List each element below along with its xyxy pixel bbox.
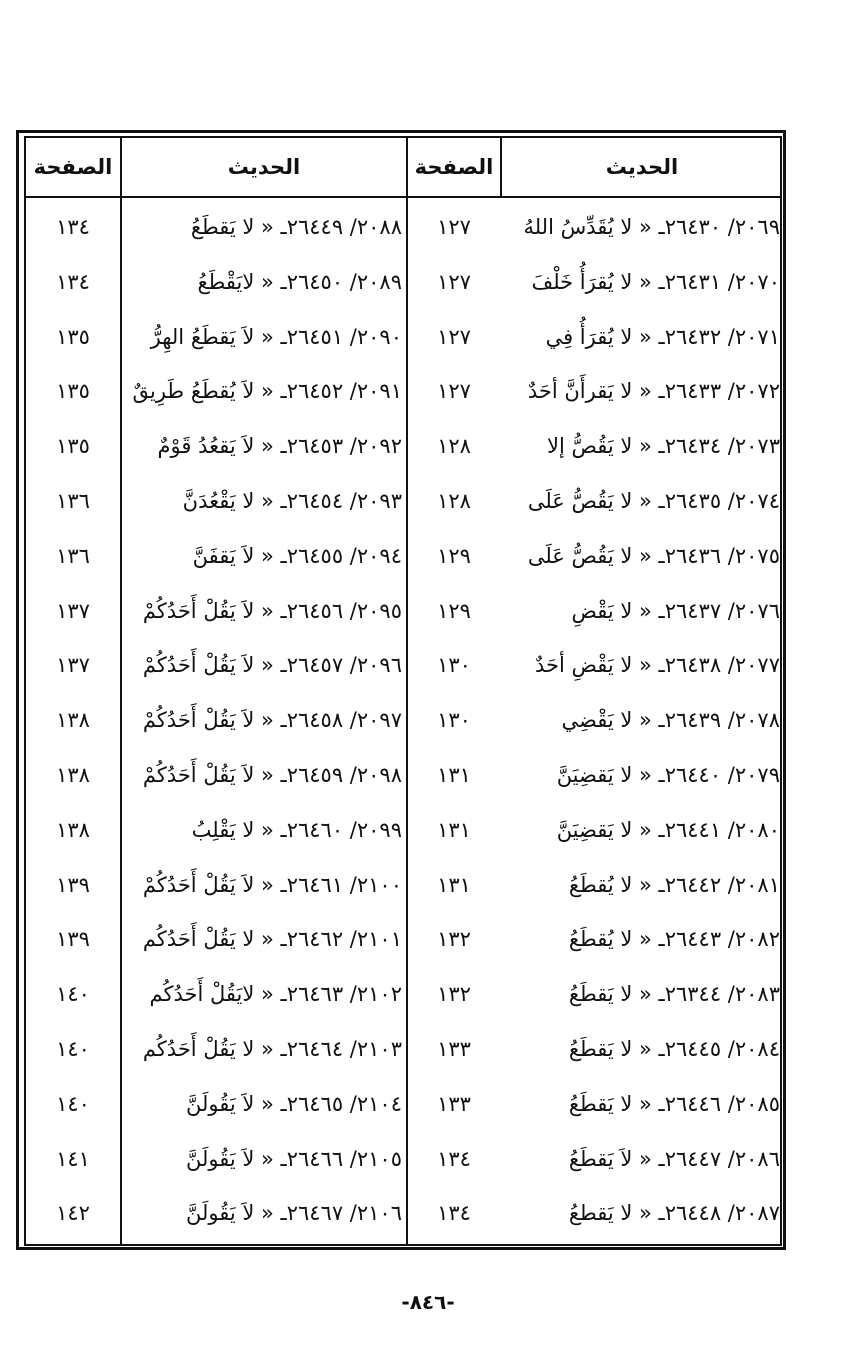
page-ref: ١٣٧: [56, 653, 90, 677]
page-ref: ١٣٨: [56, 708, 90, 732]
page-ref: ١٣١: [437, 763, 471, 787]
hadith-entry: ٢٠٨٤/ ٢٦٤٤٥ـ « لا يَقطَعُ: [568, 1037, 780, 1061]
hadith-entry: ٢٠٧٩/ ٢٦٤٤٠ـ « لا يَقضِيَنَّ: [556, 763, 780, 787]
page-ref: ١٣٤: [437, 1147, 471, 1171]
page-ref: ١٣١: [437, 818, 471, 842]
page-ref: ١٤٠: [56, 982, 90, 1006]
page-ref: ١٣٥: [56, 434, 90, 458]
page-ref: ١٢٩: [437, 599, 471, 623]
hadith-entry: ٢٠٩٣/ ٢٦٤٥٤ـ « لا يَقْعُدَنَّ: [182, 489, 402, 513]
page-ref: ١٣٥: [56, 379, 90, 403]
page-number: -٨٤٦-: [401, 1290, 455, 1314]
hadith-entry: ٢٠٧٨/ ٢٦٤٣٩ـ « لا يَقْضِي: [561, 708, 780, 732]
hadith-entry: ٢٠٩٤/ ٢٦٤٥٥ـ « لاَ يَقفَنَّ: [192, 544, 402, 568]
page-ref: ١٣٧: [56, 599, 90, 623]
hadith-entry: ٢٠٨٥/ ٢٦٤٤٦ـ « لا يَقطَعُ: [568, 1092, 780, 1116]
page-ref: ١٢٧: [437, 379, 471, 403]
header-hadith-left: الحديث: [227, 155, 301, 179]
page-ref: ١٤٠: [56, 1092, 90, 1116]
page-ref: ١٣٦: [56, 544, 90, 568]
hadith-entry: ٢٠٩٨/ ٢٦٤٥٩ـ « لاَ يَقُلْ أَحَدُكُمْ: [142, 763, 402, 787]
hadith-entry: ٢٠٦٩/ ٢٦٤٣٠ـ « لا يُقَدِّسُ اللهُ: [523, 215, 780, 239]
page-ref: ١٣٤: [56, 215, 90, 239]
hadith-entry: ٢٠٨٢/ ٢٦٤٤٣ـ « لا يُقطَعُ: [568, 927, 780, 951]
page-ref: ١٣٤: [56, 270, 90, 294]
page-ref: ١٣٩: [56, 927, 90, 951]
page-ref: ١٢٧: [437, 270, 471, 294]
hadith-entry: ٢٠٩٩/ ٢٦٤٦٠ـ « لا يَقْلِبُ: [191, 818, 402, 842]
page-ref: ١٢٨: [437, 434, 471, 458]
hadith-entry: ٢٠٨٦/ ٢٦٤٤٧ـ « لاَ يَقطَعُ: [568, 1147, 780, 1171]
page-ref: ١٢٩: [437, 544, 471, 568]
hadith-entry: ٢١٠١/ ٢٦٤٦٢ـ « لا يَقُلْ أَحَدُكُم: [142, 927, 402, 951]
hadith-entry: ٢٠٧١/ ٢٦٤٣٢ـ « لا يُقرَأُ فِي: [545, 325, 780, 349]
hadith-entry: ٢٠٧٧/ ٢٦٤٣٨ـ « لا يَقْضِ أحَدٌ: [534, 653, 780, 677]
page-ref: ١٢٨: [437, 489, 471, 513]
hadith-entry: ٢٠٩٧/ ٢٦٤٥٨ـ « لاَ يَقُلْ أَحَدُكُمْ: [142, 708, 402, 732]
page-ref: ١٣٥: [56, 325, 90, 349]
hadith-entry: ٢١٠٣/ ٢٦٤٦٤ـ « لا يَقُلْ أَحَدُكُم: [142, 1037, 402, 1061]
page-ref: ١٣٤: [437, 1201, 471, 1225]
header-page-right: الصفحة: [414, 155, 494, 179]
hadith-entry: ٢١٠٥/ ٢٦٤٦٦ـ « لاَ يَقُولَنَّ: [185, 1147, 402, 1171]
page-ref: ١٤٢: [56, 1201, 90, 1225]
hadith-entry: ٢٠٧٢/ ٢٦٤٣٣ـ « لا يَقرأَنَّ أحَدٌ: [527, 379, 780, 403]
page-ref: ١٢٧: [437, 215, 471, 239]
hadith-entry: ٢٠٩١/ ٢٦٤٥٢ـ « لاَ يُقطَعُ طَرِيقٌ: [132, 379, 402, 403]
page-ref: ١٢٧: [437, 325, 471, 349]
header-hadith-right: الحديث: [605, 155, 679, 179]
page-ref: ١٣٩: [56, 873, 90, 897]
hadith-entry: ٢٠٨١/ ٢٦٤٤٢ـ « لا يُقطَعُ: [568, 873, 780, 897]
hadith-entry: ٢٠٧٠/ ٢٦٤٣١ـ « لا يُقرَأُ خَلْفَ: [531, 270, 780, 294]
page-ref: ١٤١: [56, 1147, 90, 1171]
hadith-entry: ٢٠٨٣/ ٢٦٣٤٤ـ « لا يَقطَعُ: [568, 982, 780, 1006]
hadith-entry: ٢٠٩٠/ ٢٦٤٥١ـ « لاَ يَقطَعُ الهِرُّ: [150, 325, 402, 349]
hadith-entry: ٢٠٨٩/ ٢٦٤٥٠ـ « لايَقْطَعُ: [197, 270, 402, 294]
hadith-entry: ٢١٠٠/ ٢٦٤٦١ـ « لاَ يَقُلْ أَحَدُكُمْ: [142, 873, 402, 897]
page-ref: ١٣٠: [437, 708, 471, 732]
header-divider: [24, 196, 782, 198]
hadith-entry: ٢٠٧٥/ ٢٦٤٣٦ـ « لا يَقُصُّ عَلَى: [527, 544, 780, 568]
hadith-entry: ٢٠٧٣/ ٢٦٤٣٤ـ « لا يَقُصُّ إلا: [547, 434, 780, 458]
hadith-entry: ٢١٠٢/ ٢٦٤٦٣ـ « لايَقُلْ أَحَدُكُم: [149, 982, 402, 1006]
page-ref: ١٣٠: [437, 653, 471, 677]
page-ref: ١٣٣: [437, 1092, 471, 1116]
page-ref: ١٣٣: [437, 1037, 471, 1061]
hadith-entry: ٢٠٩٥/ ٢٦٤٥٦ـ « لاَ يَقُلْ أَحَدُكُمْ: [142, 599, 402, 623]
page-ref: ١٣٢: [437, 927, 471, 951]
hadith-entry: ٢٠٩٢/ ٢٦٤٥٣ـ « لاَ يَقعُدُ قَوْمٌ: [157, 434, 402, 458]
page-ref: ١٣٢: [437, 982, 471, 1006]
page-ref: ١٣٨: [56, 763, 90, 787]
page-ref: ١٣١: [437, 873, 471, 897]
page-ref: ١٤٠: [56, 1037, 90, 1061]
page-ref: ١٣٨: [56, 818, 90, 842]
hadith-entry: ٢٠٨٠/ ٢٦٤٤١ـ « لا يَقضِيَنَّ: [556, 818, 780, 842]
hadith-entry: ٢١٠٤/ ٢٦٤٦٥ـ « لاَ يَقُولَنَّ: [185, 1092, 402, 1116]
hadith-entry: ٢٠٨٧/ ٢٦٤٤٨ـ « لا يَقطعُ: [568, 1201, 780, 1225]
hadith-entry: ٢٠٧٦/ ٢٦٤٣٧ـ « لا يَقْضِ: [571, 599, 780, 623]
hadith-entry: ٢٠٨٨/ ٢٦٤٤٩ـ « لا يَقطَعُ: [190, 215, 402, 239]
header-page-left: الصفحة: [33, 155, 113, 179]
hadith-entry: ٢٠٧٤/ ٢٦٤٣٥ـ « لا يَقُصُّ عَلَى: [527, 489, 780, 513]
hadith-entry: ٢٠٩٦/ ٢٦٤٥٧ـ « لاَ يَقُلْ أَحَدُكُمْ: [142, 653, 402, 677]
page-ref: ١٣٦: [56, 489, 90, 513]
hadith-entry: ٢١٠٦/ ٢٦٤٦٧ـ « لاَ يَقُولَنَّ: [185, 1201, 402, 1225]
